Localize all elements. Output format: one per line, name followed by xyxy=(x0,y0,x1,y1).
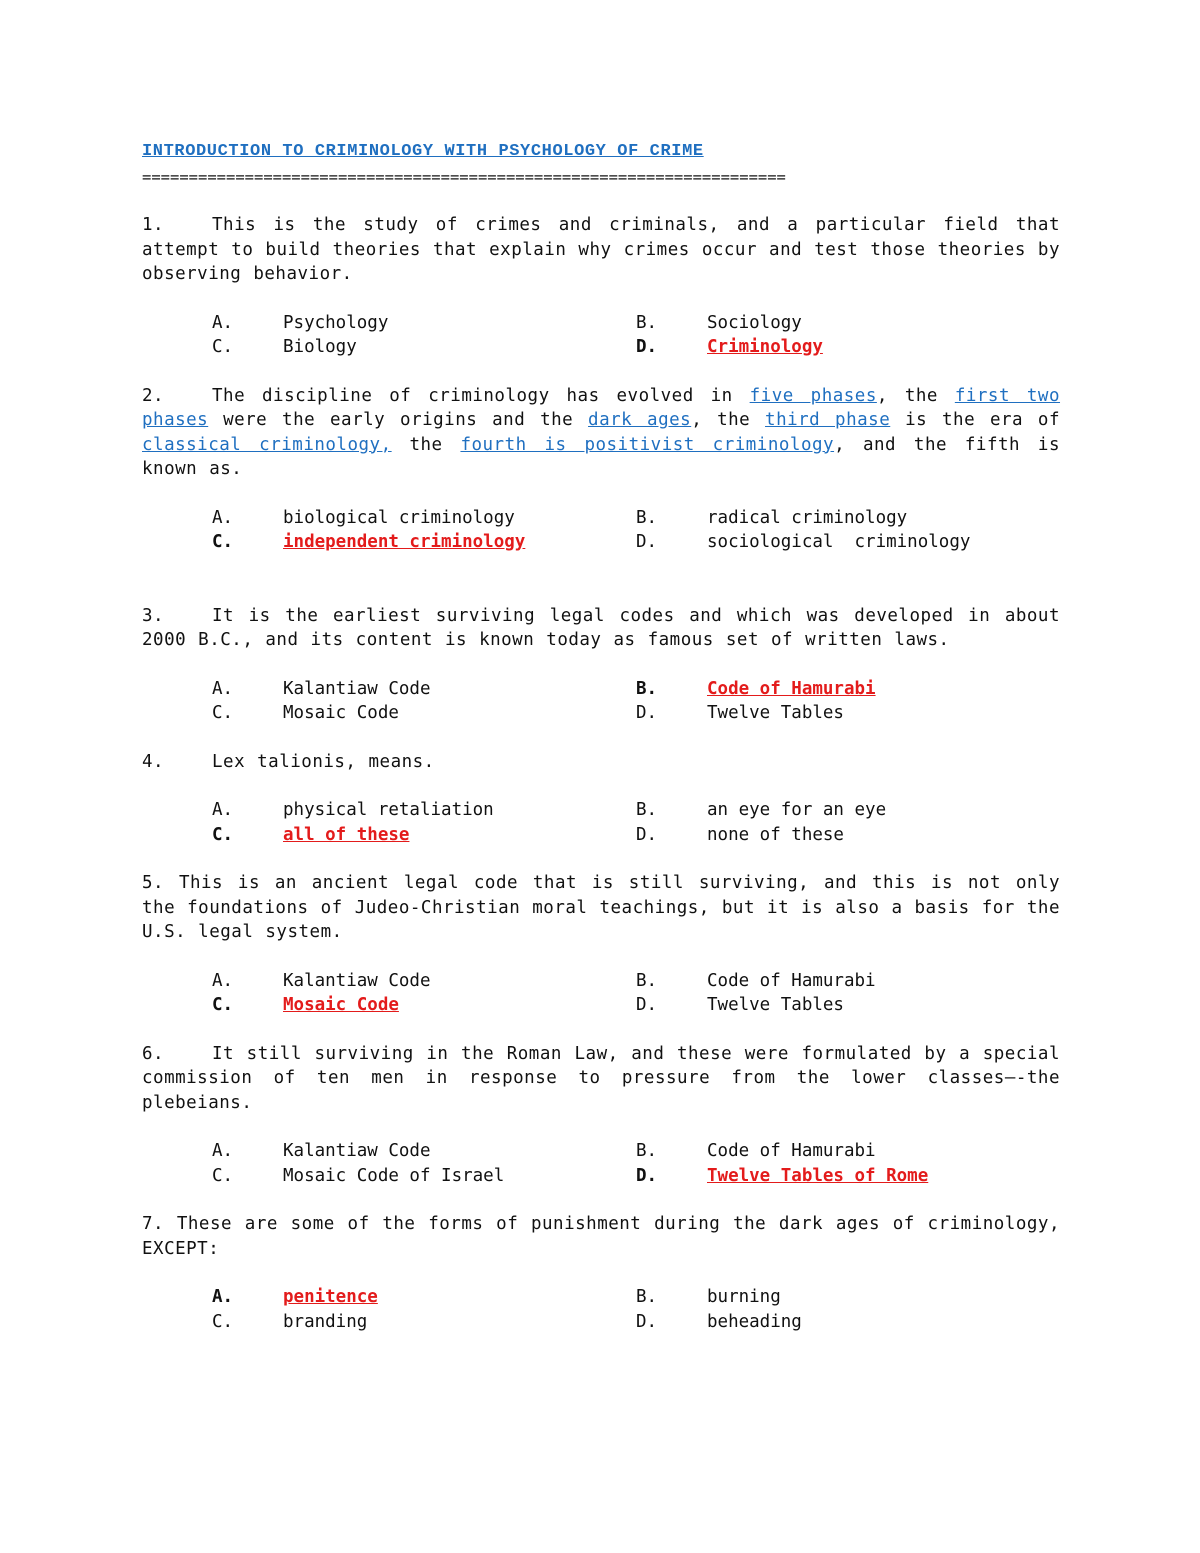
answer-option xyxy=(636,823,1060,848)
question-block xyxy=(142,750,1060,872)
correct-answer: Code of Hamurabi xyxy=(707,678,876,699)
correct-answer: Twelve Tables of Rome xyxy=(707,1165,929,1186)
question-stem: These are some of the forms of punishment during the dark ages of criminology, EXCEPT: xyxy=(142,1214,1060,1259)
correct-answer: independent criminology xyxy=(283,532,526,552)
option-letter: D. xyxy=(636,1311,658,1332)
answer-option xyxy=(636,993,1060,1018)
option-text: biological criminology xyxy=(283,507,515,528)
answer-option xyxy=(636,969,1060,994)
option-letter: B. xyxy=(636,800,658,820)
option-letter: D. xyxy=(636,824,658,845)
options-grid xyxy=(212,1139,1060,1188)
question-number: 3. xyxy=(142,605,165,626)
correct-answer: penitence xyxy=(283,1287,378,1307)
option-text: burning xyxy=(707,1287,781,1307)
option-letter: B. xyxy=(636,970,658,991)
answer-option xyxy=(212,701,636,726)
highlighted-phrase: dark ages xyxy=(588,410,692,430)
answer-option xyxy=(212,1285,636,1310)
correct-answer: Mosaic Code xyxy=(283,995,399,1015)
option-text: Kalantiaw Code xyxy=(283,1141,431,1161)
question-number: 4. xyxy=(142,751,165,772)
option-letter: A. xyxy=(212,678,234,699)
option-letter: A. xyxy=(212,800,234,820)
question-stem: It is the earliest surviving legal codes and which was developed in about 2000 B.C., and its content is known today as famous set of written laws. xyxy=(142,605,1060,650)
question-number: 5. xyxy=(142,873,165,893)
answer-option xyxy=(636,335,1060,360)
option-letter: A. xyxy=(212,1141,234,1161)
answer-option xyxy=(636,506,1060,531)
option-text: Code of Hamurabi xyxy=(707,1141,876,1161)
option-letter: D. xyxy=(636,995,658,1015)
answer-option xyxy=(212,1164,636,1189)
option-text: Sociology xyxy=(707,312,802,333)
option-letter: D. xyxy=(636,337,658,357)
options-grid xyxy=(212,969,1060,1018)
question-text xyxy=(142,750,1060,775)
option-letter: D. xyxy=(636,1165,658,1186)
answer-option xyxy=(636,1164,1060,1189)
question-block xyxy=(142,213,1060,384)
answer-option xyxy=(212,1139,636,1164)
option-letter: C. xyxy=(212,703,234,723)
highlighted-phrase: fourth is positivist criminology xyxy=(460,434,835,455)
option-letter: C. xyxy=(212,1311,234,1332)
question-block xyxy=(142,871,1060,1042)
question-stem: This is an ancient legal code that is still surviving, and this is not only the foundations of Judeo-Christian moral teachings, but it is also a basis for the U.S. legal system. xyxy=(142,873,1060,942)
answer-option xyxy=(212,798,636,823)
question-text xyxy=(142,1212,1060,1261)
option-text: an eye for an eye xyxy=(707,800,887,820)
option-letter: A. xyxy=(212,970,234,991)
document-title: INTRODUCTION TO CRIMINOLOGY WITH PSYCHOLOGY OF CRIME xyxy=(142,142,704,161)
question-text xyxy=(142,213,1060,287)
question-block xyxy=(142,604,1060,750)
answer-option xyxy=(212,993,636,1018)
question-text xyxy=(142,384,1060,482)
option-letter: C. xyxy=(212,337,234,357)
answer-option xyxy=(636,311,1060,336)
question-text-segment: , and the fifth is known as. xyxy=(142,434,1060,479)
question-number: 2. xyxy=(142,385,165,406)
highlighted-phrase: classical criminology, xyxy=(142,434,392,455)
option-text: Twelve Tables xyxy=(707,703,844,723)
option-text: Code of Hamurabi xyxy=(707,970,876,991)
option-letter: C. xyxy=(212,532,234,552)
option-text: Psychology xyxy=(283,312,389,333)
question-block xyxy=(142,1042,1060,1213)
highlighted-phrase: third phase xyxy=(765,410,891,430)
question-list xyxy=(142,213,1060,1358)
option-text: radical criminology xyxy=(707,507,908,528)
document-page xyxy=(142,140,1060,1358)
question-block xyxy=(142,1212,1060,1358)
option-text: beheading xyxy=(707,1311,802,1332)
question-text xyxy=(142,604,1060,653)
question-block xyxy=(142,384,1060,604)
option-letter: C. xyxy=(212,824,234,845)
highlighted-phrase: five phases xyxy=(749,385,877,406)
option-text: Mosaic Code of Israel xyxy=(283,1165,505,1186)
option-text: Twelve Tables xyxy=(707,995,844,1015)
answer-option xyxy=(212,1310,636,1335)
option-letter: D. xyxy=(636,703,658,723)
option-text: Kalantiaw Code xyxy=(283,970,431,991)
correct-answer: all of these xyxy=(283,824,410,845)
options-grid xyxy=(212,506,1060,555)
answer-option xyxy=(636,701,1060,726)
highlighted-phrase: first two phases xyxy=(142,385,1061,430)
question-text-segment: The discipline of criminology has evolved in xyxy=(212,385,750,406)
options-grid xyxy=(212,311,1060,360)
option-letter: B. xyxy=(636,1141,658,1161)
answer-option xyxy=(636,677,1060,702)
option-letter: D. xyxy=(636,532,658,552)
question-number: 7. xyxy=(142,1214,165,1234)
question-text-segment: were the early origins and the xyxy=(208,410,589,430)
answer-option xyxy=(212,530,636,555)
question-number: 1. xyxy=(142,215,165,235)
answer-option xyxy=(212,311,636,336)
option-letter: A. xyxy=(212,312,234,333)
option-letter: B. xyxy=(636,312,658,333)
question-text-segment: is the era of xyxy=(890,410,1060,430)
question-stem: It still surviving in the Roman Law, and these were formulated by a special commission of ten men in response to pressure from the lower classes—-the plebeians. xyxy=(142,1043,1060,1113)
option-text: none of these xyxy=(707,824,844,845)
option-text: Kalantiaw Code xyxy=(283,678,431,699)
options-grid xyxy=(212,677,1060,726)
option-letter: C. xyxy=(212,1165,234,1186)
answer-option xyxy=(212,823,636,848)
answer-option xyxy=(636,530,1060,555)
question-text-segment: , the xyxy=(876,385,955,406)
question-stem: Lex talionis, means. xyxy=(212,751,435,772)
option-letter: A. xyxy=(212,507,234,528)
answer-option xyxy=(636,1310,1060,1335)
question-text xyxy=(142,871,1060,945)
question-stem: This is the study of crimes and criminals, and a particular field that attempt to build theories that explain why crimes occur and test those theories by observing behavior. xyxy=(142,215,1060,284)
divider-line: ===================================================================== xyxy=(142,167,786,186)
answer-option xyxy=(636,798,1060,823)
question-text xyxy=(142,1042,1060,1116)
answer-option xyxy=(212,506,636,531)
option-letter: A. xyxy=(212,1287,234,1307)
options-grid xyxy=(212,1285,1060,1334)
option-text: physical retaliation xyxy=(283,800,494,820)
option-letter: C. xyxy=(212,995,234,1015)
answer-option xyxy=(636,1285,1060,1310)
option-text: Mosaic Code xyxy=(283,703,399,723)
answer-option xyxy=(212,335,636,360)
answer-option xyxy=(212,677,636,702)
option-text: sociological criminology xyxy=(707,532,971,552)
answer-option xyxy=(212,969,636,994)
option-text: Biology xyxy=(283,337,357,357)
question-number: 6. xyxy=(142,1043,165,1064)
option-letter: B. xyxy=(636,1287,658,1307)
correct-answer: Criminology xyxy=(707,337,823,357)
question-text-segment: the xyxy=(391,434,461,455)
option-text: branding xyxy=(283,1311,368,1332)
option-letter: B. xyxy=(636,507,658,528)
answer-option xyxy=(636,1139,1060,1164)
option-letter: B. xyxy=(636,678,658,699)
question-text-segment: , the xyxy=(691,410,766,430)
options-grid xyxy=(212,798,1060,847)
